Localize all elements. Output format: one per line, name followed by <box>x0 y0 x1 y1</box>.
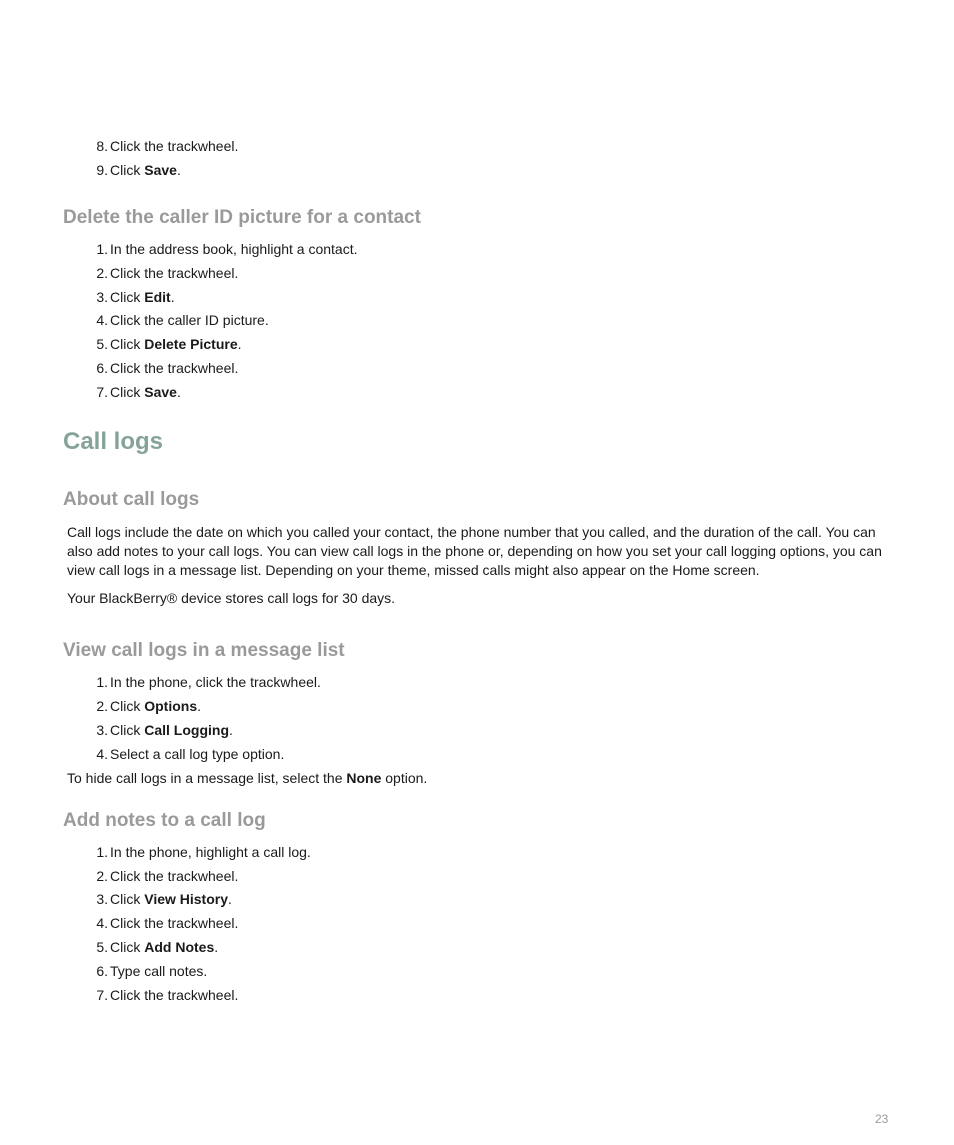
list-item: 3. Click View History. <box>96 891 232 907</box>
list-item: 2. Click the trackwheel. <box>96 868 239 884</box>
about-paragraph: Call logs include the date on which you called your contact, the phone number that you called, and the duration of the call. You can also add notes to your call logs. You can view call logs in the phone or, depending on how you set your call logging options, you can view call logs in a message list. Depending on your theme, missed calls might also appear on the Home screen. <box>67 524 882 578</box>
list-item: 4. Select a call log type option. <box>96 746 285 762</box>
list-item: 6. Type call notes. <box>96 963 208 979</box>
delete-caller-id-heading: Delete the caller ID picture for a contact <box>63 207 421 228</box>
list-item: 4. Click the caller ID picture. <box>96 312 269 328</box>
page-number: 23 <box>875 1112 889 1126</box>
list-item: 6. Click the trackwheel. <box>96 360 239 376</box>
about-call-logs-heading: About call logs <box>63 489 200 510</box>
retention-paragraph: Your BlackBerry® device stores call logs for 30 days. <box>67 590 396 606</box>
list-item: 3. Click Edit. <box>96 289 175 305</box>
hide-logs-note: To hide call logs in a message list, select the None option. <box>67 770 428 786</box>
list-item: 7. Click Save. <box>96 384 181 400</box>
list-item: 9. Click Save. <box>96 162 181 178</box>
section-title: Call logs <box>63 428 164 455</box>
list-item: 8. Click the trackwheel. <box>96 138 239 154</box>
list-item: 5. Click Delete Picture. <box>96 336 242 352</box>
view-call-logs-heading: View call logs in a message list <box>63 640 345 661</box>
list-item: 7. Click the trackwheel. <box>96 987 239 1003</box>
list-item: 1. In the phone, highlight a call log. <box>96 844 311 860</box>
list-item: 2. Click Options. <box>96 698 202 714</box>
list-item: 3. Click Call Logging. <box>96 722 233 738</box>
list-item: 4. Click the trackwheel. <box>96 915 239 931</box>
add-notes-heading: Add notes to a call log <box>63 810 266 831</box>
list-item: 1. In the phone, click the trackwheel. <box>96 674 321 690</box>
list-item: 5. Click Add Notes. <box>96 939 219 955</box>
list-item: 1. In the address book, highlight a contact. <box>96 241 358 257</box>
list-item: 2. Click the trackwheel. <box>96 265 239 281</box>
